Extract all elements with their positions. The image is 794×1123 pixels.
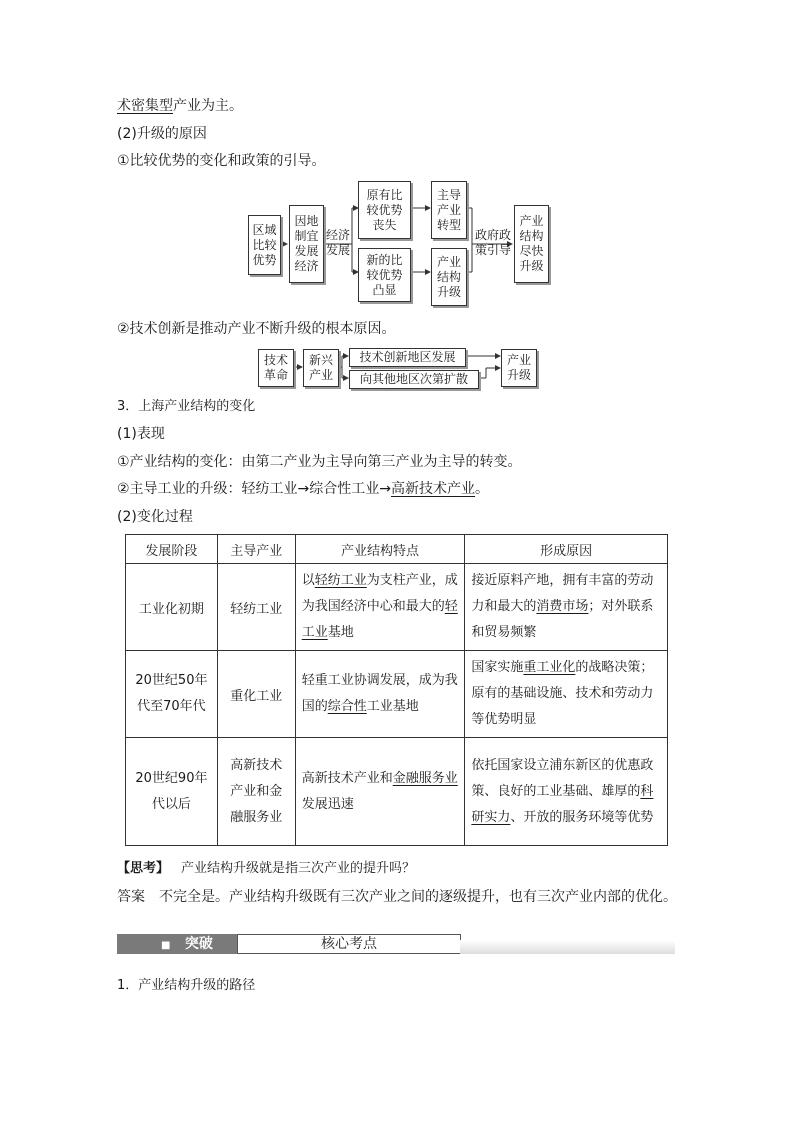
table-header: 形成原因 [465, 535, 668, 564]
section3-sub2: (2)变化过程 [117, 509, 193, 525]
banner-gradient [460, 940, 675, 954]
cell-stage: 工业化初期 [126, 564, 218, 651]
section3-point1: ①产业结构的变化：由第二产业为主导向第三产业为主导的转变。 [117, 454, 522, 470]
box-emerging-industry: 新兴 产业 [303, 349, 339, 387]
breakthrough-banner [117, 934, 675, 954]
table-header: 发展阶段 [126, 535, 218, 564]
cell-reason: 依托国家设立浦东新区的优惠政策、良好的工业基础、雄厚的科研实力、开放的服务环境等优势 [465, 738, 668, 846]
cell-feature: 高新技术产业和金融服务业发展迅速 [295, 738, 465, 846]
box-rapid-upgrade: 产业 结构 尽快 升级 [514, 205, 549, 283]
table-header: 主导产业 [217, 535, 295, 564]
box-industry-upgrade: 产业 升级 [501, 349, 537, 387]
section1-title: 1．产业结构升级的路径 [117, 978, 256, 993]
box-innovation-region: 技术创新地区发展 [349, 348, 466, 367]
table-row [126, 564, 668, 651]
breakthrough-title-block: ■ 突破 [117, 934, 237, 954]
cell-stage: 20世纪90年代以后 [126, 738, 218, 846]
breakthrough-subtitle: 核心考点 [237, 934, 461, 954]
box-lost-advantage: 原有比 较优势 丧失 [358, 181, 411, 239]
box-leading-industry: 主导 产业 转型 [431, 181, 467, 239]
underlined-term: 术密集型 [117, 98, 173, 114]
box-structure-upgrade: 产业 结构 升级 [431, 248, 467, 306]
cell-reason: 国家实施重工业化的战略决策；原有的基础设施、技术和劳动力等优势明显 [465, 651, 668, 738]
table-row [126, 738, 668, 846]
think-label: 【思考】 [117, 861, 170, 876]
think-question: 【思考】 产业结构升级就是指三次产业的提升吗？ [117, 861, 416, 876]
think-answer: 答案 不完全是。产业结构升级既有三次产业之间的逐级提升，也有三次产业内部的优化。 [117, 889, 677, 905]
answer-label: 答案 [117, 889, 145, 905]
cell-feature: 以轻纺工业为支柱产业，成为我国经济中心和最大的轻工业基地 [295, 564, 465, 651]
intro-line1: 术密集型产业为主。 [117, 98, 243, 114]
box-region-advantage: 区域 比较 优势 [248, 215, 281, 275]
table-row [126, 651, 668, 738]
cell-industry: 轻纺工业 [217, 564, 295, 651]
cell-industry: 重化工业 [217, 651, 295, 738]
box-tech-revolution: 技术 革命 [258, 349, 294, 387]
cell-reason: 接近原料产地，拥有丰富的劳动力和最大的消费市场；对外联系和贸易频繁 [465, 564, 668, 651]
section3-sub1: (1)表现 [117, 426, 165, 442]
shanghai-industry-table [125, 534, 668, 846]
point-comparative-advantage: ①比较优势的变化和政策的引导。 [117, 153, 326, 169]
label-government-policy: 政府政 策引导 [474, 228, 511, 257]
flow2-arrows [0, 0, 794, 400]
label-economic-development: 经济 发展 [325, 228, 350, 257]
box-local-conditions: 因地 制宜 发展 经济 [289, 205, 324, 283]
heading-upgrade-reasons: (2)升级的原因 [117, 126, 207, 142]
point-technology-innovation: ②技术创新是推动产业不断升级的根本原因。 [117, 321, 396, 337]
table-header-row [126, 535, 668, 564]
section3-point2: ②主导工业的升级：轻纺工业→综合性工业→高新技术产业。 [117, 481, 490, 497]
cell-industry: 高新技术产业和金融服务业 [217, 738, 295, 846]
box-spread-regions: 向其他地区次第扩散 [349, 370, 479, 389]
square-icon: ■ [161, 940, 171, 951]
cell-feature: 轻重工业协调发展，成为我国的综合性工业基地 [295, 651, 465, 738]
box-new-advantage: 新的比 较优势 凸显 [358, 248, 411, 302]
cell-stage: 20世纪50年代至70年代 [126, 651, 218, 738]
section3-title: 3．上海产业结构的变化 [117, 399, 256, 414]
table-header: 产业结构特点 [295, 535, 465, 564]
